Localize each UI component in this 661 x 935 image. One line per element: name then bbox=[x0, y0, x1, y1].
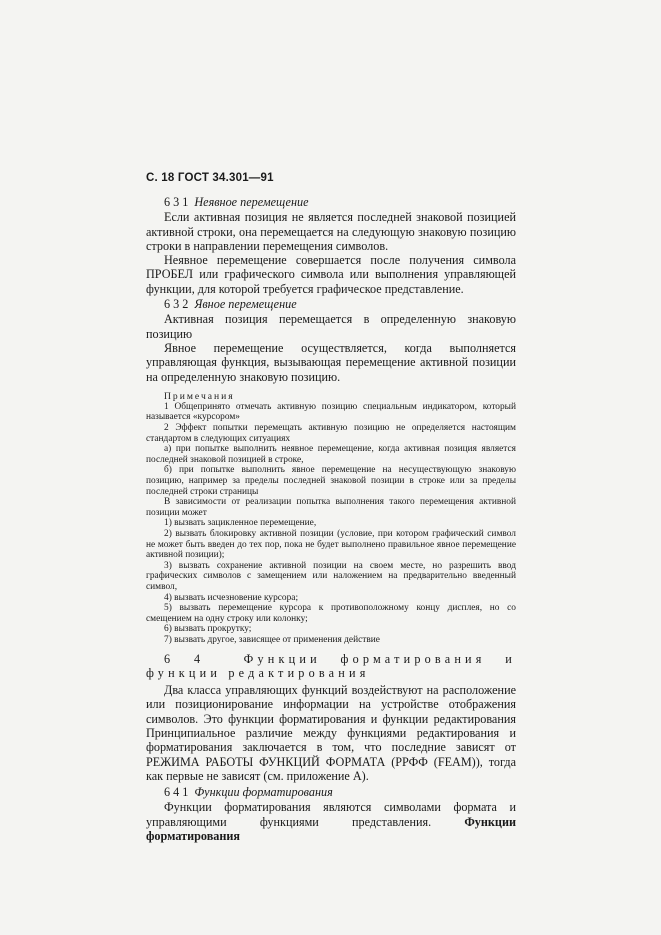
section-number: 6 4 1 bbox=[164, 785, 189, 800]
paragraph: Активная позиция перемещается в определенную знаковую позицию bbox=[146, 312, 516, 341]
note-item: 2) вызвать блокировку активной позиции (условие, при котором графический символ не может быть введен до тех пор, пока не будет выполнено правильное явное перемещение активной позиции); bbox=[146, 528, 516, 561]
notes-list bbox=[146, 402, 516, 646]
note-item: а) при попытке выполнить неявное перемещение, когда активная позиция является последней знаковой позицией в строке, bbox=[146, 444, 516, 465]
paragraph-text: Функции форматирования являются символами формата и управляющими функциями представления. bbox=[146, 800, 516, 829]
note-item: 4) вызвать исчезновение курсора; bbox=[164, 592, 299, 603]
note-item: 1 Общепринято отмечать активную позицию специальным индикатором, который называется «курсором» bbox=[146, 401, 516, 423]
section-heading-6-4-1 bbox=[146, 785, 516, 799]
note-item: 6) вызвать прокрутку; bbox=[164, 624, 252, 635]
section-number: 6 3 2 bbox=[164, 297, 189, 312]
page-header: С. 18 ГОСТ 34.301—91 bbox=[146, 172, 274, 184]
section-heading-6-3-2 bbox=[146, 297, 516, 311]
note-item: 2 Эффект попытки перемещать активную позицию не определяется настоящим стандартом в следующих ситуациях bbox=[146, 423, 516, 444]
section-heading-6-3-1 bbox=[146, 195, 516, 209]
paragraph: Неявное перемещение совершается после получения символа ПРОБЕЛ или графического символа или выполнения управляющей функции, для которой требуется графическое представление. bbox=[146, 253, 516, 296]
section-title: Функции форматирования bbox=[194, 785, 333, 800]
section-title: Функции форматирования и функции редактирования bbox=[146, 651, 516, 680]
notes-title: Примечания bbox=[164, 390, 235, 402]
paragraph: Явное перемещение осуществляется, когда выполняется управляющая функция, вызывающая перемещение активной позиции на определенную знаковую позицию. bbox=[146, 340, 516, 384]
page-content bbox=[146, 194, 516, 843]
note-item: 5) вызвать перемещение курсора к противоположному концу дисплея, но со смещением на одну строку или колонку; bbox=[146, 603, 516, 624]
note-item: В зависимости от реализации попытка выполнения такого перемещения активной позиции может bbox=[146, 497, 516, 518]
paragraph: Два класса управляющих функций воздействуют на расположение или позиционирование информации на устройстве отображения символов. Это функции форматирования и функции редактирования Принципиальное различие между функциями редактирования и форматирования заключается в том, что последние зависят от РЕЖИМА РАБОТЫ ФУНКЦИЙ ФОРМАТА (РРФФ (FEAM)), тогда как первые не зависят (см. приложение А). bbox=[146, 683, 516, 783]
section-number: 6 4 bbox=[164, 651, 205, 666]
note-item: б) при попытке выполнить явное перемещение на несуществующую знаковую позицию, например за пределы последней знаковой позиции в строке или за пределы последней строки страницы bbox=[146, 465, 516, 497]
section-title: Неявное перемещение bbox=[194, 195, 309, 209]
paragraph bbox=[146, 800, 516, 843]
note-item: 3) вызвать сохранение активной позиции на своем месте, но разрешить ввод графических символов с замещением или наложением на предварительно введенный символ, bbox=[146, 560, 516, 592]
section-heading-6-4 bbox=[146, 652, 516, 681]
section-number: 6 3 1 bbox=[164, 195, 189, 209]
note-item: 7) вызвать другое, зависящее от применения действие bbox=[164, 634, 380, 645]
paragraph-text-continued: Функции форматирования bbox=[146, 814, 516, 844]
section-title: Явное перемещение bbox=[194, 297, 297, 312]
paragraph: Если активная позиция не является последней знаковой позицией активной строки, она перемещается на следующую знаковую позицию строки в направлении перемещения символов. bbox=[146, 210, 516, 253]
note-item: 1) вызвать зацикленное перемещение, bbox=[164, 518, 317, 529]
